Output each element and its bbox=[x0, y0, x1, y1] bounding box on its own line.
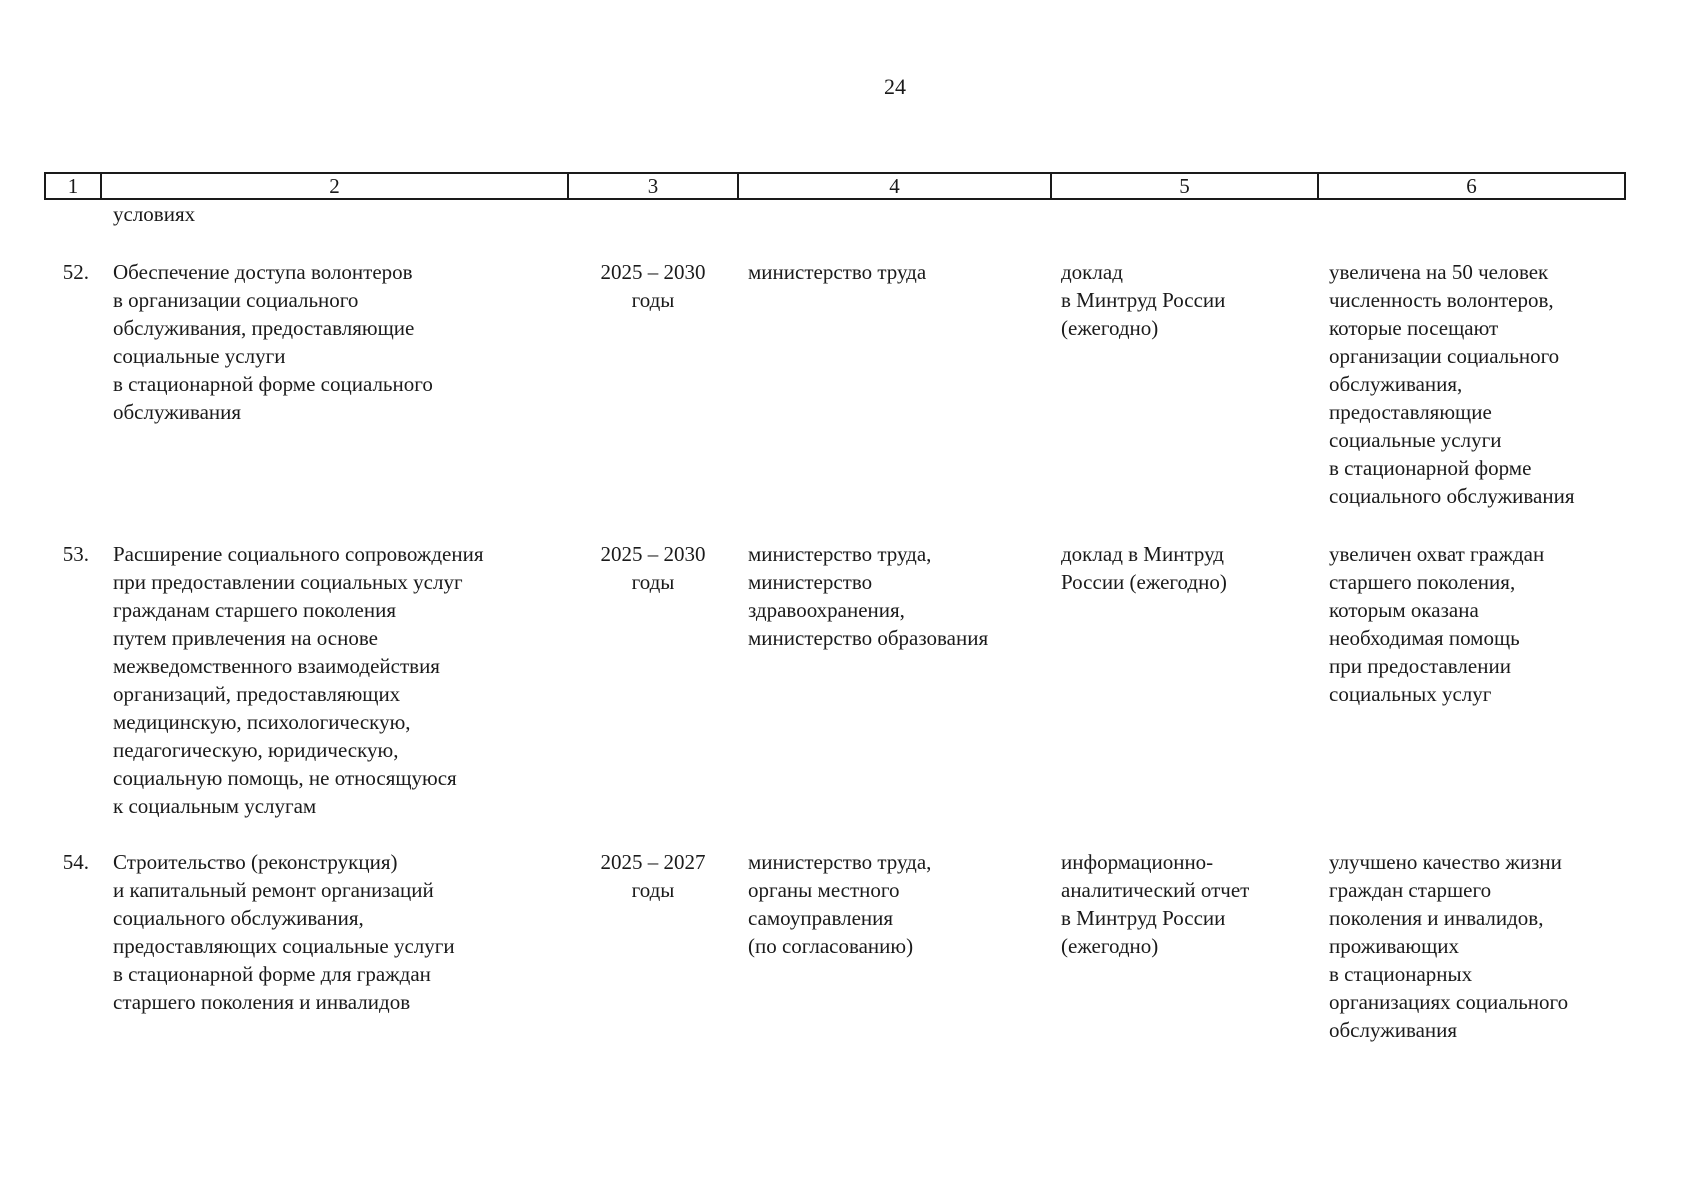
cell-line: при предоставлении социальных услуг bbox=[113, 570, 463, 594]
cell-report bbox=[1051, 540, 1318, 848]
cell-line: педагогическую, юридическую, bbox=[113, 738, 399, 762]
table-row-continuation bbox=[45, 199, 1625, 238]
table-row bbox=[45, 238, 1625, 540]
cell-line: в стационарных bbox=[1329, 962, 1473, 986]
cell-line: Строительство (реконструкция) bbox=[113, 850, 398, 874]
cell-num: 52. bbox=[62, 260, 89, 284]
cell-line: межведомственного взаимодействия bbox=[113, 654, 440, 678]
cell-line: улучшено качество жизни bbox=[1329, 850, 1562, 874]
cell-line: в стационарной форме для граждан bbox=[113, 962, 431, 986]
cell-line: министерство образования bbox=[748, 626, 989, 650]
cell-measure bbox=[101, 848, 568, 1044]
cell-line: информационно- bbox=[1061, 850, 1214, 874]
cell-line: (по согласованию) bbox=[748, 934, 914, 958]
cell-num bbox=[45, 199, 101, 238]
cell-line: при предоставлении bbox=[1329, 654, 1511, 678]
cell-num: 53. bbox=[62, 542, 89, 566]
cell-line: гражданам старшего поколения bbox=[113, 598, 396, 622]
cell-line: в стационарной форме социального bbox=[113, 372, 433, 396]
cell-line: условиях bbox=[113, 202, 196, 226]
cell-period bbox=[568, 540, 738, 848]
cell-line: организации социального bbox=[1329, 344, 1560, 368]
cell-line: России (ежегодно) bbox=[1061, 570, 1227, 594]
cell-line: органы местного bbox=[748, 878, 900, 902]
cell-line: которым оказана bbox=[1329, 598, 1479, 622]
table-row bbox=[45, 540, 1625, 848]
cell-line: обслуживания bbox=[113, 400, 242, 424]
cell-line: аналитический отчет bbox=[1061, 878, 1250, 902]
header-col-6: 6 bbox=[1318, 173, 1625, 199]
cell-line: поколения и инвалидов, bbox=[1329, 906, 1544, 930]
cell-line: самоуправления bbox=[748, 906, 894, 930]
cell-line: к социальным услугам bbox=[113, 794, 317, 818]
cell-line: путем привлечения на основе bbox=[113, 626, 378, 650]
cell-line: в Минтруд России bbox=[1061, 906, 1226, 930]
cell-report bbox=[1051, 238, 1318, 540]
cell-line: в стационарной форме bbox=[1329, 456, 1532, 480]
cell-line: предоставляющие bbox=[1329, 400, 1492, 424]
cell-line: в организации социального bbox=[113, 288, 359, 312]
cell-line: (ежегодно) bbox=[1061, 316, 1159, 340]
cell-line: годы bbox=[631, 288, 675, 312]
cell-line: обслуживания, предоставляющие bbox=[113, 316, 415, 340]
cell-line: обслуживания bbox=[1329, 1018, 1458, 1042]
cell-line: граждан старшего bbox=[1329, 878, 1492, 902]
cell-line: Обеспечение доступа волонтеров bbox=[113, 260, 413, 284]
cell-line: доклад bbox=[1061, 260, 1123, 284]
cell-responsible bbox=[738, 238, 1051, 540]
cell-line: организациях социального bbox=[1329, 990, 1569, 1014]
cell-responsible bbox=[738, 540, 1051, 848]
cell-line: социальные услуги bbox=[113, 344, 286, 368]
cell-line: старшего поколения, bbox=[1329, 570, 1516, 594]
cell-line: министерство труда, bbox=[748, 850, 932, 874]
cell-line: в Минтруд России bbox=[1061, 288, 1226, 312]
cell-line: которые посещают bbox=[1329, 316, 1499, 340]
cell-line: социального обслуживания, bbox=[113, 906, 364, 930]
header-col-2: 2 bbox=[101, 173, 568, 199]
cell-line: 2025 – 2027 bbox=[600, 850, 706, 874]
cell-line: увеличен охват граждан bbox=[1329, 542, 1545, 566]
cell-line: социального обслуживания bbox=[1329, 484, 1575, 508]
cell-line: социальную помощь, не относящуюся bbox=[113, 766, 457, 790]
page-number: 24 bbox=[884, 74, 906, 99]
header-col-4: 4 bbox=[738, 173, 1051, 199]
cell-line: доклад в Минтруд bbox=[1061, 542, 1224, 566]
header-col-5: 5 bbox=[1051, 173, 1318, 199]
cell-line: здравоохранения, bbox=[748, 598, 905, 622]
cell-result bbox=[1318, 540, 1625, 848]
header-col-3: 3 bbox=[568, 173, 738, 199]
cell-line: предоставляющих социальные услуги bbox=[113, 934, 455, 958]
cell-result bbox=[1318, 238, 1625, 540]
cell-line: годы bbox=[631, 878, 675, 902]
cell-line: министерство труда bbox=[748, 260, 927, 284]
cell-measure bbox=[101, 238, 568, 540]
measures-table bbox=[44, 172, 1626, 1044]
header-col-1: 1 bbox=[45, 173, 101, 199]
cell-line: проживающих bbox=[1329, 934, 1460, 958]
cell-line: организаций, предоставляющих bbox=[113, 682, 401, 706]
cell-measure bbox=[101, 199, 568, 238]
cell-line: (ежегодно) bbox=[1061, 934, 1159, 958]
cell-measure bbox=[101, 540, 568, 848]
cell-result bbox=[1318, 848, 1625, 1044]
cell-responsible bbox=[738, 848, 1051, 1044]
cell-line: министерство труда, bbox=[748, 542, 932, 566]
table-header-row bbox=[45, 173, 1625, 199]
cell-line: необходимая помощь bbox=[1329, 626, 1520, 650]
cell-line: численность волонтеров, bbox=[1329, 288, 1554, 312]
cell-line: годы bbox=[631, 570, 675, 594]
cell-period bbox=[568, 238, 738, 540]
cell-line: увеличена на 50 человек bbox=[1329, 260, 1549, 284]
cell-line: медицинскую, психологическую, bbox=[113, 710, 411, 734]
cell-line: социальных услуг bbox=[1329, 682, 1492, 706]
cell-line: социальные услуги bbox=[1329, 428, 1502, 452]
table-row bbox=[45, 848, 1625, 1044]
cell-line: и капитальный ремонт организаций bbox=[113, 878, 434, 902]
cell-line: 2025 – 2030 bbox=[600, 260, 706, 284]
cell-period bbox=[568, 848, 738, 1044]
cell-line: министерство bbox=[748, 570, 873, 594]
cell-line: Расширение социального сопровождения bbox=[113, 542, 484, 566]
cell-line: старшего поколения и инвалидов bbox=[113, 990, 411, 1014]
cell-num: 54. bbox=[62, 850, 89, 874]
cell-line: обслуживания, bbox=[1329, 372, 1463, 396]
cell-line: 2025 – 2030 bbox=[600, 542, 706, 566]
cell-report bbox=[1051, 848, 1318, 1044]
